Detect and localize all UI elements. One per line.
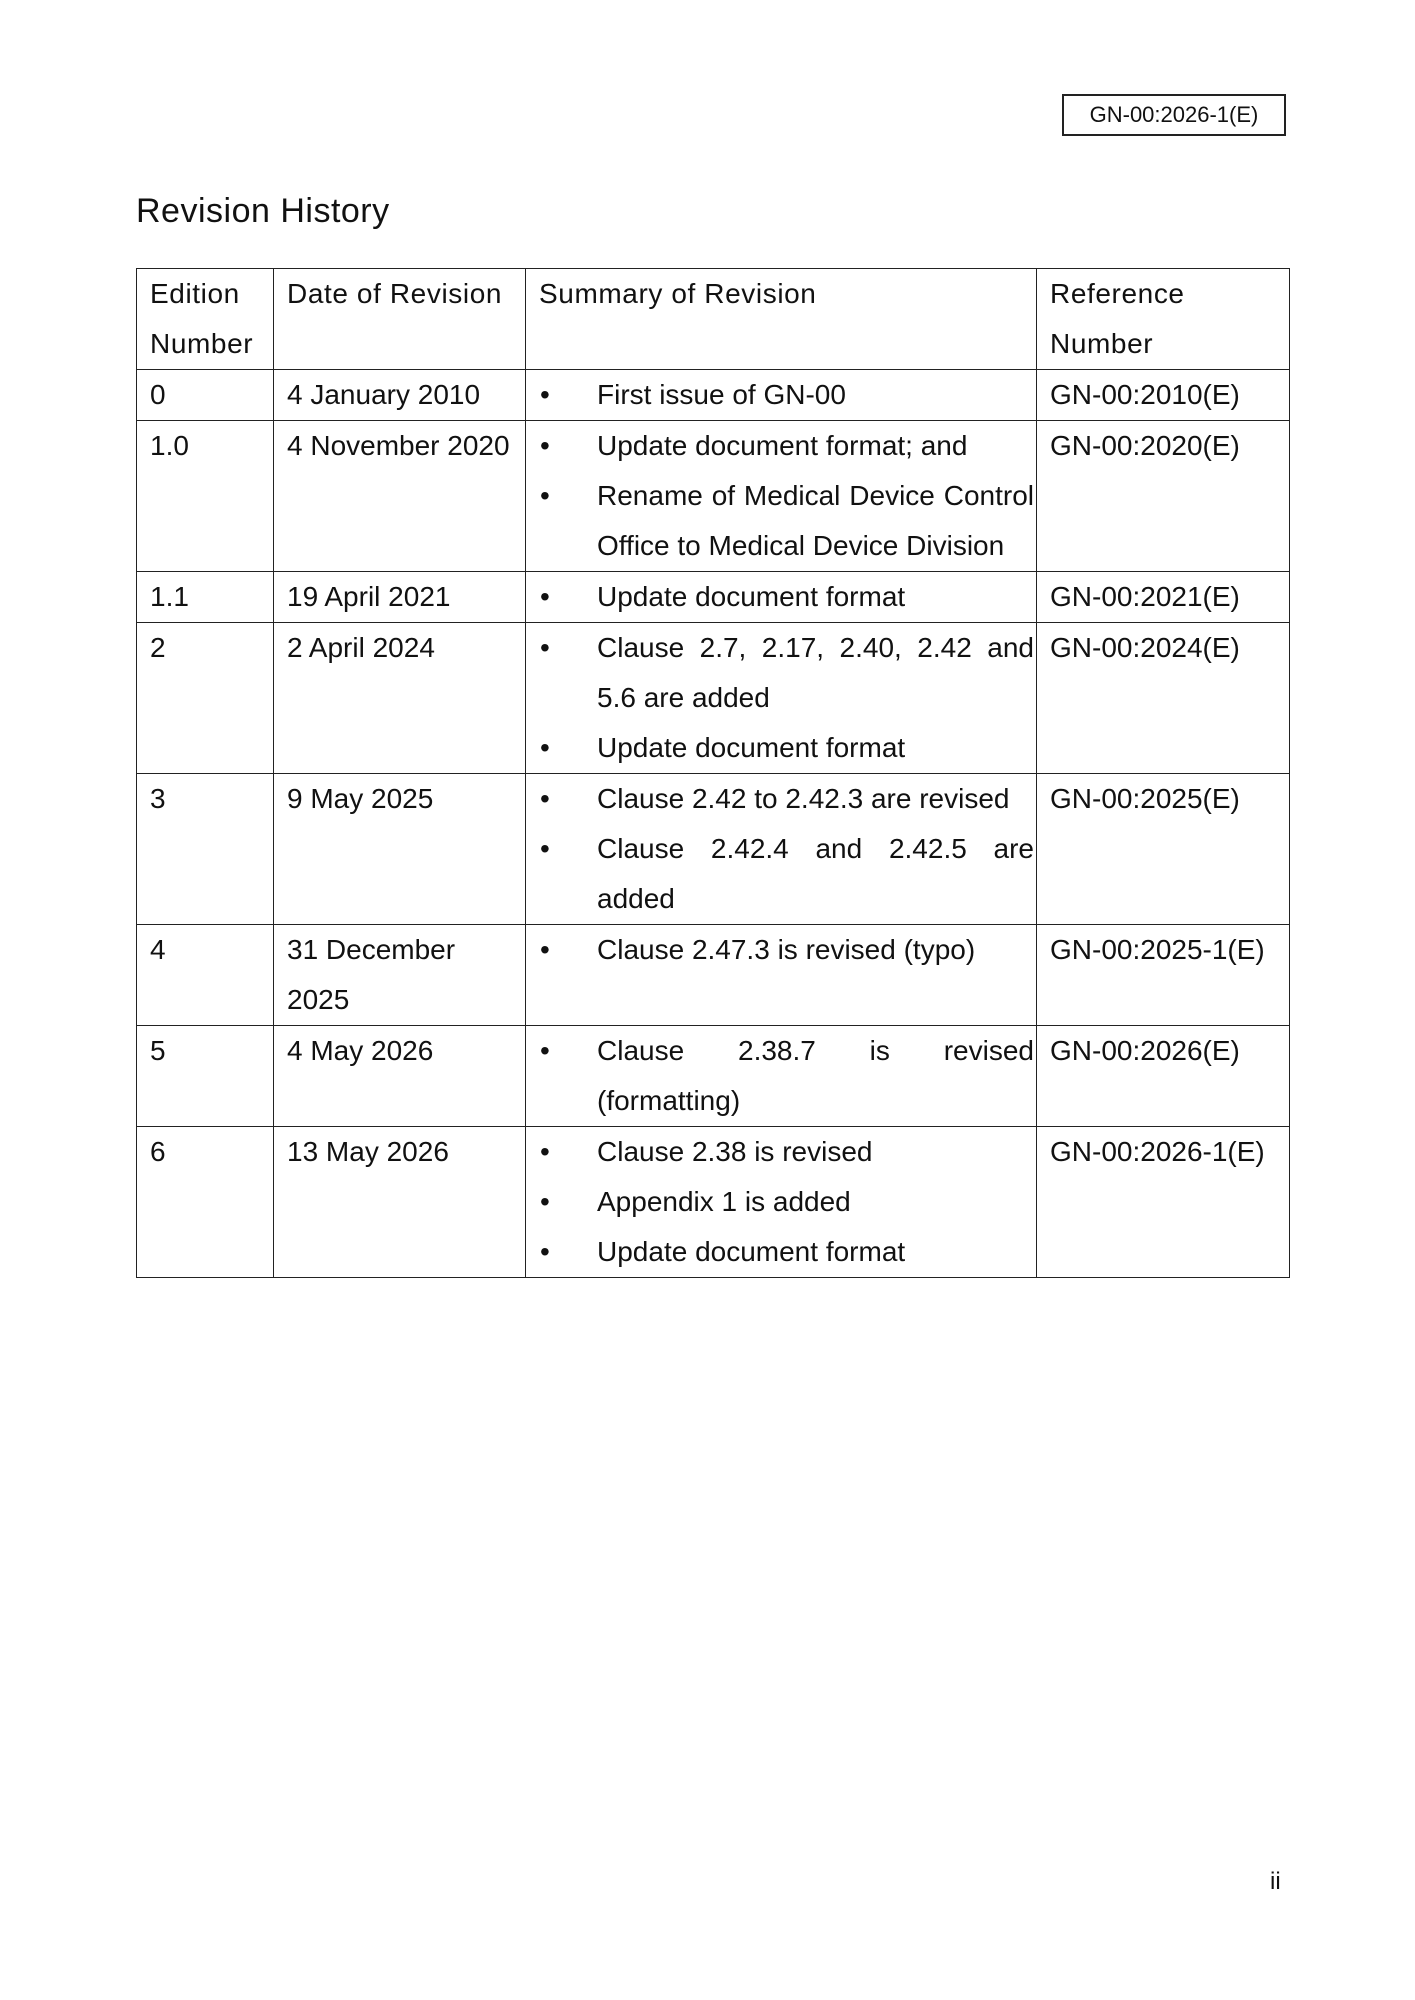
summary-cell (526, 925, 1037, 1026)
summary-list (536, 1127, 1036, 1277)
date-cell: 4 November 2020 (274, 421, 526, 572)
edition-cell: 5 (137, 1026, 274, 1127)
summary-list (536, 623, 1036, 773)
table-row (137, 1026, 1290, 1127)
column-header-date: Date of Revision (274, 269, 526, 370)
reference-cell: GN-00:2026-1(E) (1037, 1127, 1290, 1278)
summary-cell (526, 421, 1037, 572)
summary-item: • First issue of GN-00 (536, 370, 1036, 420)
summary-item: • Clause 2.47.3 is revised (typo) (536, 925, 1036, 975)
edition-cell: 1.1 (137, 572, 274, 623)
summary-cell (526, 623, 1037, 774)
column-header-edition: Edition Number (137, 269, 274, 370)
edition-cell: 1.0 (137, 421, 274, 572)
table-row (137, 925, 1290, 1026)
reference-cell: GN-00:2024(E) (1037, 623, 1290, 774)
table-row (137, 421, 1290, 572)
summary-cell (526, 1127, 1037, 1278)
reference-cell: GN-00:2025-1(E) (1037, 925, 1290, 1026)
table-header-row (137, 269, 1290, 370)
summary-item: • Clause 2.42 to 2.42.3 are revised (536, 774, 1036, 824)
date-cell: 13 May 2026 (274, 1127, 526, 1278)
summary-item: • Update document format (536, 572, 1036, 622)
date-cell: 4 May 2026 (274, 1026, 526, 1127)
summary-cell (526, 572, 1037, 623)
table-row (137, 1127, 1290, 1278)
reference-cell: GN-00:2020(E) (1037, 421, 1290, 572)
summary-list (536, 572, 1036, 622)
reference-cell: GN-00:2021(E) (1037, 572, 1290, 623)
column-header-reference: Reference Number (1037, 269, 1290, 370)
revision-history-table (136, 268, 1290, 1278)
document-reference: GN-00:2026-1(E) (1089, 102, 1259, 127)
summary-item: • Update document format; and (536, 421, 1036, 471)
summary-item: • Update document format (536, 1227, 1036, 1277)
edition-cell: 6 (137, 1127, 274, 1278)
summary-item: • Clause 2.42.4 and 2.42.5 are added (536, 824, 1036, 924)
summary-item: • Clause 2.7, 2.17, 2.40, 2.42 and 5.6 are added (536, 623, 1036, 723)
summary-item: • Appendix 1 is added (536, 1177, 1036, 1227)
summary-list (536, 421, 1036, 571)
summary-item: • Clause 2.38 is revised (536, 1127, 1036, 1177)
summary-cell (526, 1026, 1037, 1127)
page-title: Revision History (136, 192, 390, 230)
date-cell: 4 January 2010 (274, 370, 526, 421)
edition-cell: 4 (137, 925, 274, 1026)
edition-cell: 0 (137, 370, 274, 421)
page-number: ii (1270, 1868, 1281, 1895)
date-cell: 2 April 2024 (274, 623, 526, 774)
reference-cell: GN-00:2026(E) (1037, 1026, 1290, 1127)
reference-cell: GN-00:2025(E) (1037, 774, 1290, 925)
summary-cell (526, 774, 1037, 925)
date-cell: 31 December 2025 (274, 925, 526, 1026)
date-cell: 19 April 2021 (274, 572, 526, 623)
edition-cell: 2 (137, 623, 274, 774)
table-row (137, 774, 1290, 925)
table-row (137, 623, 1290, 774)
summary-list (536, 370, 1036, 420)
date-cell: 9 May 2025 (274, 774, 526, 925)
summary-list (536, 774, 1036, 924)
table-row (137, 572, 1290, 623)
column-header-summary: Summary of Revision (526, 269, 1037, 370)
summary-item: • Update document format (536, 723, 1036, 773)
reference-cell: GN-00:2010(E) (1037, 370, 1290, 421)
document-reference-box (1062, 94, 1286, 136)
table-row (137, 370, 1290, 421)
summary-item: • Rename of Medical Device Control Office to Medical Device Division (536, 471, 1036, 571)
summary-cell (526, 370, 1037, 421)
summary-list (536, 925, 1036, 975)
summary-list (536, 1026, 1036, 1126)
edition-cell: 3 (137, 774, 274, 925)
summary-item: • Clause 2.38.7 is revised (formatting) (536, 1026, 1036, 1126)
